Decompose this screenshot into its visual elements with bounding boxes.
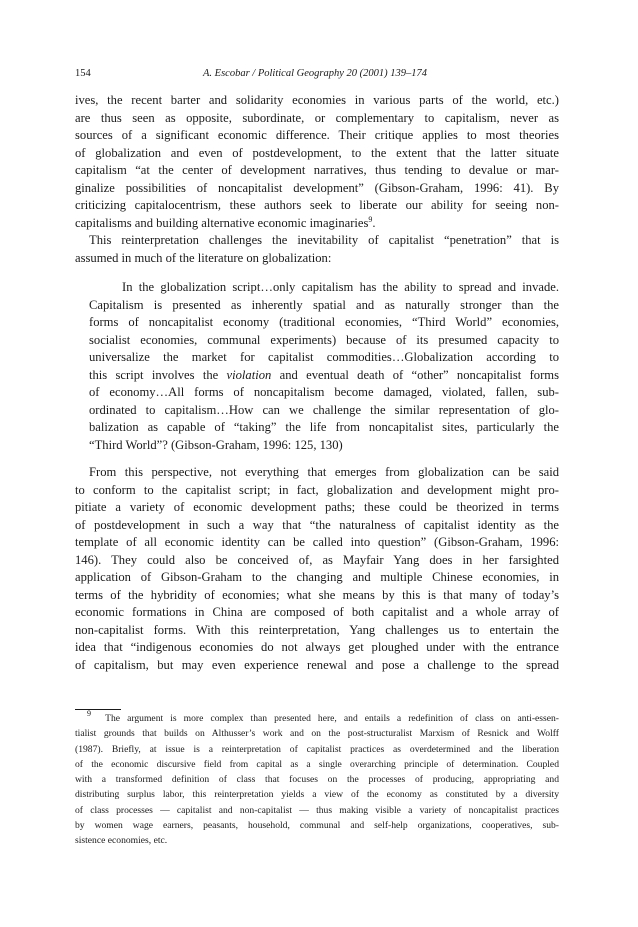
text-line: are thus seen as opposite, subordinate, or complementary to capitalism, never as — [75, 110, 559, 125]
quote-line: In the globalization script…only capitalism has the ability to spread and invade. — [122, 280, 559, 294]
quote-line: “Third World”? (Gibson-Graham, 1996: 125, 130) — [89, 437, 343, 452]
text-line: terms of the hybridity of economies; what she means by this is that many of today’s — [75, 587, 559, 602]
paragraph-3 — [75, 464, 559, 674]
text-line: economic formations in China are composed of both capitalist and a whole array of — [75, 605, 559, 619]
paragraph-2 — [75, 232, 559, 267]
text-line: sources of a significant economic difference. Their critique applies to most theories — [75, 128, 559, 142]
footnote-line: tialist grounds that builds on Althusser’s work and on the post-structuralist Marxism of Resnick and Wolff — [75, 728, 559, 740]
body-text — [75, 92, 559, 674]
footnote-line — [75, 711, 559, 726]
text-line: of postdevelopment in such a way that “the naturalness of capitalist identity as the — [75, 517, 559, 532]
text-fragment: this script involves the — [89, 367, 227, 382]
footnote-reference: 9 — [368, 214, 373, 224]
text-line: ives, the recent barter and solidarity economies in various parts of the world, etc.) — [75, 93, 559, 107]
text-line: of capitalism, but may even experience renewal and pose a challenge to the spread — [75, 657, 559, 672]
text-fragment: The argument is more complex than presented here, and entails a redefinition of class on anti-essen- — [105, 713, 559, 724]
text-line: 146). They could also be conceived of, as Mayfair Yang does in her farsighted — [75, 552, 559, 567]
text-line: application of Gibson-Graham to the changing and multiple Chinese economies, in — [75, 570, 559, 584]
quote-line: ordinated to capitalism…How can we challenge the similar representation of glo- — [89, 402, 559, 417]
text-line: template of all economic identity can be called into question” (Gibson-Graham, 1996: — [75, 535, 559, 549]
text-line: capitalism “at the center of development narratives, thus tending to devalue or mar- — [75, 163, 559, 177]
footnote-line: of class processes — capitalist and non-capitalist — thus making visible a variety of noncapitalist practices — [75, 804, 559, 816]
emphasis-word: violation — [226, 367, 272, 382]
running-title: A. Escobar / Political Geography 20 (2001) 139–174 — [203, 68, 427, 79]
text-line: idea that “indigenous economies do not always get ploughed under with the entrance — [75, 640, 559, 654]
footnote-number: 9 — [87, 709, 91, 718]
footnote-line: sistence economies, etc. — [75, 835, 168, 847]
text-fragment: . — [372, 215, 376, 230]
text-line: From this perspective, not everything that emerges from globalization can be said — [89, 465, 559, 479]
text-line: assumed in much of the literature on globalization: — [75, 250, 332, 265]
text-line: pitiate a variety of economic development paths; these could be theorized in terms — [75, 500, 559, 514]
quote-line — [89, 367, 559, 385]
quote-line: of economy…All forms of noncapitalism become damaged, violated, fallen, sub- — [89, 385, 559, 399]
quote-line: socialist economies, communal experiments) because of its presumed capacity to — [89, 332, 559, 347]
page-number: 154 — [75, 68, 91, 79]
quote-line: forms of noncapitalist economy (traditional economies, “Third World” economies, — [89, 315, 559, 329]
text-line: of globalization and even of postdevelopment, to the extent that the latter situate — [75, 145, 559, 160]
spacer — [75, 267, 559, 279]
footnote-line: (1987). Briefly, at issue is a reinterpretation of capitalist practices as overdetermined and the liberation — [75, 743, 559, 755]
paragraph-1 — [75, 92, 559, 232]
text-fragment: and eventual death of “other” noncapitalist forms — [271, 367, 559, 382]
spacer — [75, 454, 559, 464]
footnote-divider — [75, 709, 121, 710]
footnote-line: of the economic discursive field from capital as a single overarching principle of determination. Coupled — [75, 758, 559, 770]
quote-line: universalize the market for capitalist commodities…Globalization according to — [89, 350, 559, 364]
quote-line: balization as capable of “taking” the life from noncapitalist sites, particularly the — [89, 420, 559, 434]
footnote-line: distributing surplus labor, this reinterpretation yields a view of the economy as constituted by a diversity — [75, 789, 559, 801]
text-line: criticizing capitalocentrism, these authors seek to liberate our ability for seeing non- — [75, 198, 559, 212]
text-line: non-capitalist forms. With this reinterpretation, Yang challenges us to entertain the — [75, 622, 559, 637]
footnote-9 — [75, 711, 559, 849]
text-fragment: capitalisms and building alternative economic imaginaries — [75, 215, 369, 230]
footnote-line: by women wage earners, peasants, household, communal and self-help organizations, cooperatives, sub- — [75, 820, 559, 832]
text-line: ginalize possibilities of noncapitalist development” (Gibson-Graham, 1996: 41). By — [75, 180, 559, 195]
quote-line: Capitalism is presented as inherently spatial and as naturally stronger than the — [89, 297, 559, 312]
block-quote — [75, 279, 559, 454]
text-line: This reinterpretation challenges the inevitability of capitalist “penetration” that is — [89, 233, 559, 247]
footnote-line: with a transformed definition of class that focuses on the processes of producing, appropriating and — [75, 774, 559, 786]
text-line — [75, 215, 559, 233]
text-line: to conform to the capitalist script; in fact, globalization and development might pro- — [75, 482, 559, 497]
